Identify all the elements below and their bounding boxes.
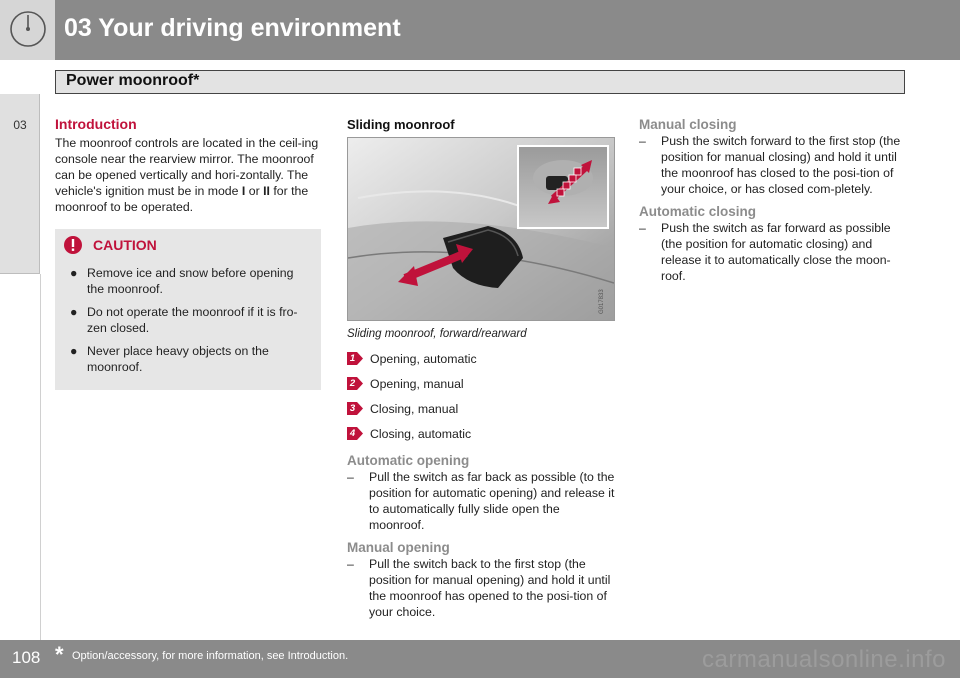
legend-item bbox=[347, 371, 615, 396]
sliding-moonroof-illustration bbox=[347, 137, 615, 321]
column-right bbox=[639, 116, 909, 284]
legend-item bbox=[347, 421, 615, 446]
automatic-closing-heading: Automatic closing bbox=[639, 204, 757, 219]
chapter-header bbox=[0, 0, 960, 60]
automatic-closing-step: – Push the switch as far forward as possible (the position for automatic closing) and release it to automatically close the moon-roof. bbox=[639, 221, 891, 283]
moonroof-illustration-graphic bbox=[348, 138, 614, 320]
ignition-mode-ii: II bbox=[263, 184, 270, 198]
legend-label: Closing, automatic bbox=[370, 426, 472, 441]
footnote-star: * bbox=[55, 642, 64, 667]
side-divider bbox=[40, 274, 41, 640]
caution-icon bbox=[63, 235, 83, 255]
legend-label: Opening, manual bbox=[370, 376, 464, 391]
legend-item bbox=[347, 396, 615, 421]
bullet-icon: ● bbox=[70, 305, 78, 319]
introduction-text: The moonroof controls are located in the ceil-ing console near the rearview mirror. The moonroof can be opened vertically and hori-zontally. The vehicle's ignition must be in mode I or II for the moonroof to be operated. bbox=[55, 136, 319, 214]
figure-code: G017833 bbox=[599, 289, 605, 314]
figure-legend bbox=[347, 346, 615, 446]
footnote-text: Option/accessory, for more information, see Introduction. bbox=[72, 650, 349, 662]
caution-item: ● Remove ice and snow before opening the moonroof. bbox=[70, 266, 294, 296]
chapter-title: 03 Your driving environment bbox=[64, 14, 401, 42]
page-number: 108 bbox=[12, 648, 41, 667]
column-middle bbox=[347, 116, 615, 620]
number-badge-icon: 1 bbox=[347, 352, 363, 365]
figure-caption: Sliding moonroof, forward/rearward bbox=[347, 328, 527, 340]
manual-opening-heading: Manual opening bbox=[347, 540, 450, 555]
section-title: Power moonroof* bbox=[66, 72, 200, 89]
number-badge-icon: 2 bbox=[347, 377, 363, 390]
number-badge-icon: 3 bbox=[347, 402, 363, 415]
chapter-side-tab-label: 03 bbox=[13, 118, 27, 132]
column-left bbox=[55, 116, 321, 390]
manual-opening-step: – Pull the switch back to the first stop (the position for manual opening) and hold it until the moonroof has opened to the posi-tion of your choice. bbox=[347, 557, 611, 619]
caution-list bbox=[63, 265, 313, 375]
manual-closing-step: – Push the switch forward to the first stop (the position for manual closing) and hold it until the moonroof has closed to the posi-tion of your choice, or has closed com-pletely. bbox=[639, 134, 901, 196]
bullet-icon: ● bbox=[70, 344, 78, 358]
page-footer bbox=[0, 640, 960, 678]
automatic-opening-step: – Pull the switch as far back as possible (to the position for automatic opening) and release it to automatically fully slide open the moonroof. bbox=[347, 470, 615, 532]
caution-header bbox=[63, 233, 313, 257]
legend-label: Closing, manual bbox=[370, 401, 459, 416]
number-badge-icon: 4 bbox=[347, 427, 363, 440]
caution-box bbox=[55, 229, 321, 390]
header-icon-box bbox=[0, 0, 55, 60]
bullet-icon: ● bbox=[70, 266, 78, 280]
manual-closing-heading: Manual closing bbox=[639, 117, 737, 132]
introduction-heading: Introduction bbox=[55, 116, 137, 132]
legend-item bbox=[347, 346, 615, 371]
sliding-moonroof-heading: Sliding moonroof bbox=[347, 117, 455, 132]
automatic-opening-heading: Automatic opening bbox=[347, 453, 470, 468]
section-title-box bbox=[55, 70, 905, 94]
caution-item: ● Do not operate the moonroof if it is fro-zen closed. bbox=[70, 305, 298, 335]
legend-label: Opening, automatic bbox=[370, 351, 477, 366]
ignition-mode-i: I bbox=[241, 184, 246, 198]
gauge-icon bbox=[8, 9, 48, 49]
caution-item: ● Never place heavy objects on the moonroof. bbox=[70, 344, 269, 374]
caution-label: CAUTION bbox=[93, 237, 157, 253]
watermark: carmanualsonline.info bbox=[702, 646, 946, 673]
